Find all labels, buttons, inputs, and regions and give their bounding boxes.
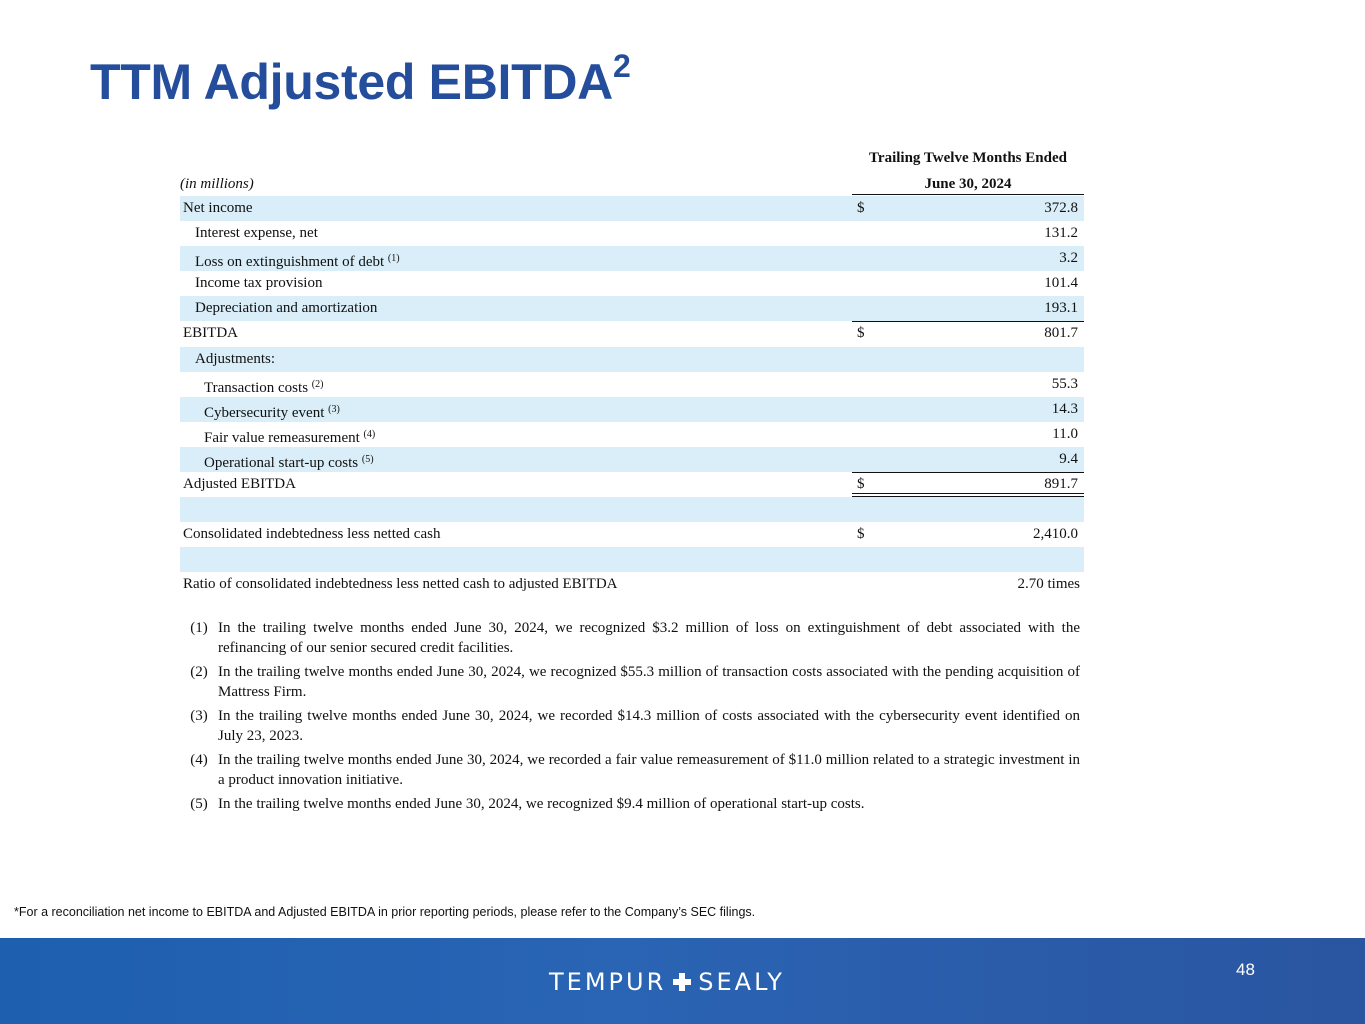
note-number: (2) (190, 664, 208, 680)
table-row (180, 372, 1084, 397)
page-title (90, 48, 630, 111)
row-value: 131.2 (1044, 225, 1078, 242)
units-label: (in millions) (180, 176, 254, 192)
row-value: 372.8 (1044, 200, 1078, 216)
row-label: Depreciation and amortization (195, 300, 378, 317)
note-text: In the trailing twelve months ended June 30, 2024, we recorded a fair value remeasurement of $11.0 million related to a strategic investment in a product innovation initiative. (218, 752, 1080, 788)
page-number: 48 (1236, 960, 1255, 979)
row-label: Net income (183, 200, 253, 216)
row-label: Ratio of consolidated indebtedness less netted cash to adjusted EBITDA (183, 576, 618, 593)
footnote-ref: (2) (311, 378, 324, 390)
table-row-spacer (180, 497, 1084, 522)
row-label-text: Cybersecurity event (204, 404, 325, 421)
currency-symbol: $ (857, 476, 865, 493)
row-label-text: Loss on extinguishment of debt (195, 254, 385, 271)
footnote-ref: (1) (387, 253, 400, 265)
title-superscript: 2 (612, 48, 631, 84)
row-value: 11.0 (1052, 425, 1078, 442)
row-label: Interest expense, net (195, 225, 318, 242)
row-label-text: Fair value remeasurement (204, 429, 360, 446)
table-row (180, 196, 1084, 221)
logo-text-left: TEMPUR (549, 968, 667, 996)
row-value: 193.1 (1044, 300, 1078, 317)
table-row-spacer (180, 547, 1084, 572)
footnote-ref: (4) (363, 428, 376, 440)
company-logo (549, 968, 785, 996)
header-rule (852, 194, 1084, 195)
note-text: In the trailing twelve months ended June 30, 2024, we recognized $9.4 million of operational start-up costs. (218, 796, 865, 812)
row-value: 2,410.0 (1033, 526, 1078, 543)
note-item (180, 662, 1080, 702)
currency-symbol: $ (857, 526, 865, 543)
column-header-date: June 30, 2024 (924, 176, 1012, 192)
row-label: Adjustments: (195, 350, 276, 367)
note-item (180, 618, 1080, 658)
note-number: (3) (190, 708, 208, 724)
row-label-text: Operational start-up costs (204, 454, 359, 471)
row-value: 14.3 (1051, 400, 1078, 417)
note-item (180, 794, 1080, 814)
row-label: Income tax provision (195, 275, 323, 292)
sec-footnote: *For a reconciliation net income to EBITDA and Adjusted EBITDA in prior reporting periods, please refer to the Company’s SEC filings. (14, 905, 756, 919)
column-header-period: Trailing Twelve Months Ended (869, 150, 1067, 166)
table-row (180, 397, 1084, 422)
table-row (180, 221, 1084, 246)
table-row (180, 246, 1084, 271)
row-value: 891.7 (1044, 476, 1078, 493)
table-row (180, 522, 1084, 547)
note-item (180, 750, 1080, 790)
title-text: TTM Adjusted EBITDA (90, 54, 613, 110)
note-number: (4) (190, 752, 208, 768)
note-number: (5) (190, 796, 208, 812)
footer-bar (0, 938, 1365, 1024)
table-row (180, 271, 1084, 296)
row-label: EBITDA (183, 325, 238, 342)
currency-symbol: $ (857, 200, 865, 216)
row-value: 801.7 (1044, 325, 1078, 342)
row-label: Adjusted EBITDA (183, 476, 296, 493)
table-row (180, 296, 1084, 321)
footnote-ref: (3) (328, 403, 340, 415)
row-value: 2.70 times (1017, 576, 1080, 593)
row-value: 55.3 (1051, 375, 1078, 392)
note-text: In the trailing twelve months ended June 30, 2024, we recognized $3.2 million of loss on extinguishment of debt associated with the refinancing of our senior secured credit facilities. (218, 620, 1080, 656)
logo-text-right: SEALY (698, 968, 785, 996)
row-label-text: Transaction costs (204, 379, 309, 396)
note-number: (1) (190, 620, 208, 636)
table-row (180, 347, 1084, 372)
row-value: 101.4 (1044, 275, 1078, 292)
row-value: 3.2 (1059, 250, 1078, 267)
plus-icon (672, 972, 692, 992)
note-text: In the trailing twelve months ended June 30, 2024, we recognized $55.3 million of transaction costs associated with the pending acquisition of Mattress Firm. (218, 664, 1080, 700)
table-row-subtotal (180, 321, 1084, 346)
table-row (180, 447, 1084, 472)
table-row (180, 572, 1084, 597)
footnote-ref: (5) (361, 453, 374, 465)
currency-symbol: $ (857, 325, 865, 342)
row-label: Consolidated indebtedness less netted cash (183, 526, 441, 543)
table-body (180, 196, 1084, 598)
note-text: In the trailing twelve months ended June 30, 2024, we recorded $14.3 million of costs associated with the cybersecurity event identified on July 23, 2023. (218, 708, 1080, 744)
table-row (180, 422, 1084, 447)
note-item (180, 706, 1080, 746)
table-row-total (180, 472, 1084, 497)
table-notes (180, 618, 1080, 818)
row-value: 9.4 (1059, 450, 1078, 467)
